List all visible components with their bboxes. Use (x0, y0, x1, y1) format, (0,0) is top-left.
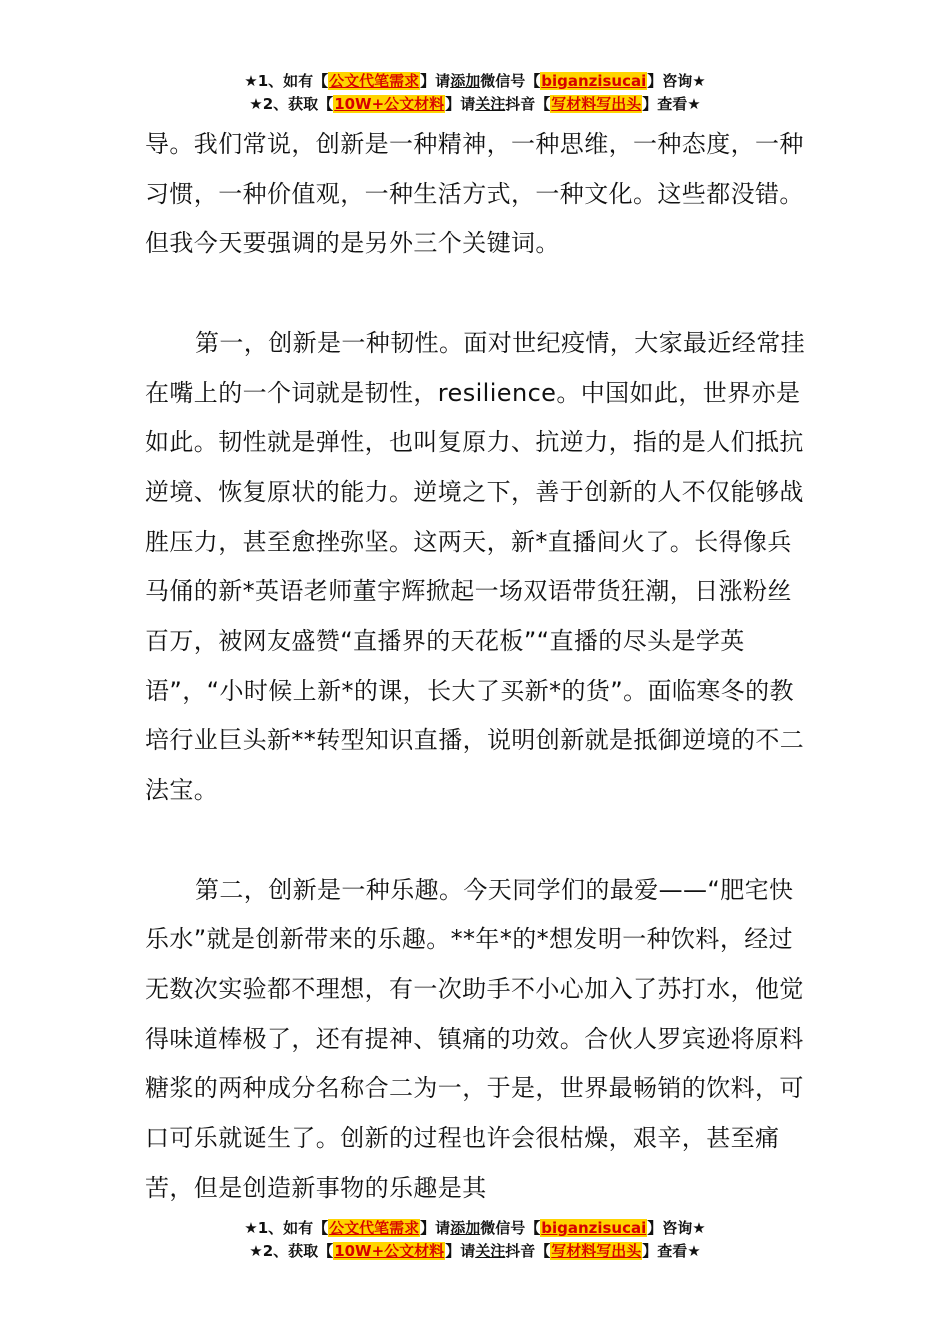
footer-banner-line-2 (0, 1240, 950, 1263)
banner-highlight: 10W+公文材料 (334, 95, 445, 113)
banner-text: 】请 (420, 1219, 451, 1237)
paragraph-continued: 导。我们常说，创新是一种精神，一种思维，一种态度，一种习惯，一种价值观，一种生活方式，一种文化。这些都没错。但我今天要强调的是另外三个关键词。 (145, 130, 804, 258)
banner-text: 】查看★ (642, 1242, 701, 1260)
document-body (145, 120, 809, 1213)
banner-underline: 添加 (450, 1219, 481, 1237)
paragraph-gap (145, 269, 809, 319)
banner-underline: 关注 (475, 1242, 506, 1260)
banner-text: ★2、获取【 (249, 95, 334, 113)
banner-text: ★1、如有【 (244, 72, 329, 90)
banner-text: 】请 (445, 1242, 476, 1260)
banner-highlight: 10W+公文材料 (334, 1242, 445, 1260)
banner-text: 微信号【 (480, 72, 541, 90)
header-banner-line-1 (0, 70, 950, 93)
footer-banner-line-1 (0, 1217, 950, 1240)
paragraph-resilience: 第一，创新是一种韧性。面对世纪疫情，大家最近经常挂在嘴上的一个词就是韧性，resilience。中国如此，世界亦是如此。韧性就是弹性，也叫复原力、抗逆力，指的是人们抵抗逆境、恢复原状的能力。逆境之下，善于创新的人不仅能够战胜压力，甚至愈挫弥坚。这两天，新*直播间火了。长得像兵马俑的新*英语老师董宇辉掀起一场双语带货狂潮，日涨粉丝百万，被网友盛赞“直播界的天花板”“直播的尽头是学英语”，“小时候上新*的课，长大了买新*的货”。面临寒冬的教培行业巨头新**转型知识直播，说明创新就是抵御逆境的不二法宝。 (145, 328, 805, 805)
banner-highlight: biganzisucai (541, 72, 647, 90)
paragraph-fun: 第二，创新是一种乐趣。今天同学们的最爱——“肥宅快乐水”就是创新带来的乐趣。**年*的*想发明一种饮料，经过无数次实验都不理想，有一次助手不小心加入了苏打水，他觉得味道棒极了，还有提神、镇痛的功效。合伙人罗宾逊将原料糖浆的两种成分名称合二为一，于是，世界最畅销的饮料，可口可乐就诞生了。创新的过程也许会很枯燥，艰辛，甚至痛苦，但是创造新事物的乐趣是其 (145, 875, 804, 1202)
banner-highlight: 公文代笔需求 (329, 1219, 420, 1237)
banner-text: 抖音【 (505, 95, 551, 113)
header-banner-line-2 (0, 93, 950, 116)
banner-text: 】咨询★ (647, 1219, 706, 1237)
banner-text: ★2、获取【 (249, 1242, 334, 1260)
banner-text: 抖音【 (505, 1242, 551, 1260)
header-banner (0, 70, 950, 116)
banner-underline: 添加 (450, 72, 481, 90)
paragraph-gap (145, 816, 809, 866)
banner-text: 微信号【 (480, 1219, 541, 1237)
banner-text: ★1、如有【 (244, 1219, 329, 1237)
banner-text: 】请 (420, 72, 451, 90)
banner-text: 】查看★ (642, 95, 701, 113)
banner-underline: 关注 (475, 95, 506, 113)
footer-banner (0, 1217, 950, 1263)
banner-highlight: biganzisucai (541, 1219, 647, 1237)
banner-highlight: 写材料写出头 (551, 95, 642, 113)
banner-highlight: 写材料写出头 (551, 1242, 642, 1260)
banner-text: 】请 (445, 95, 476, 113)
banner-text: 】咨询★ (647, 72, 706, 90)
banner-highlight: 公文代笔需求 (329, 72, 420, 90)
